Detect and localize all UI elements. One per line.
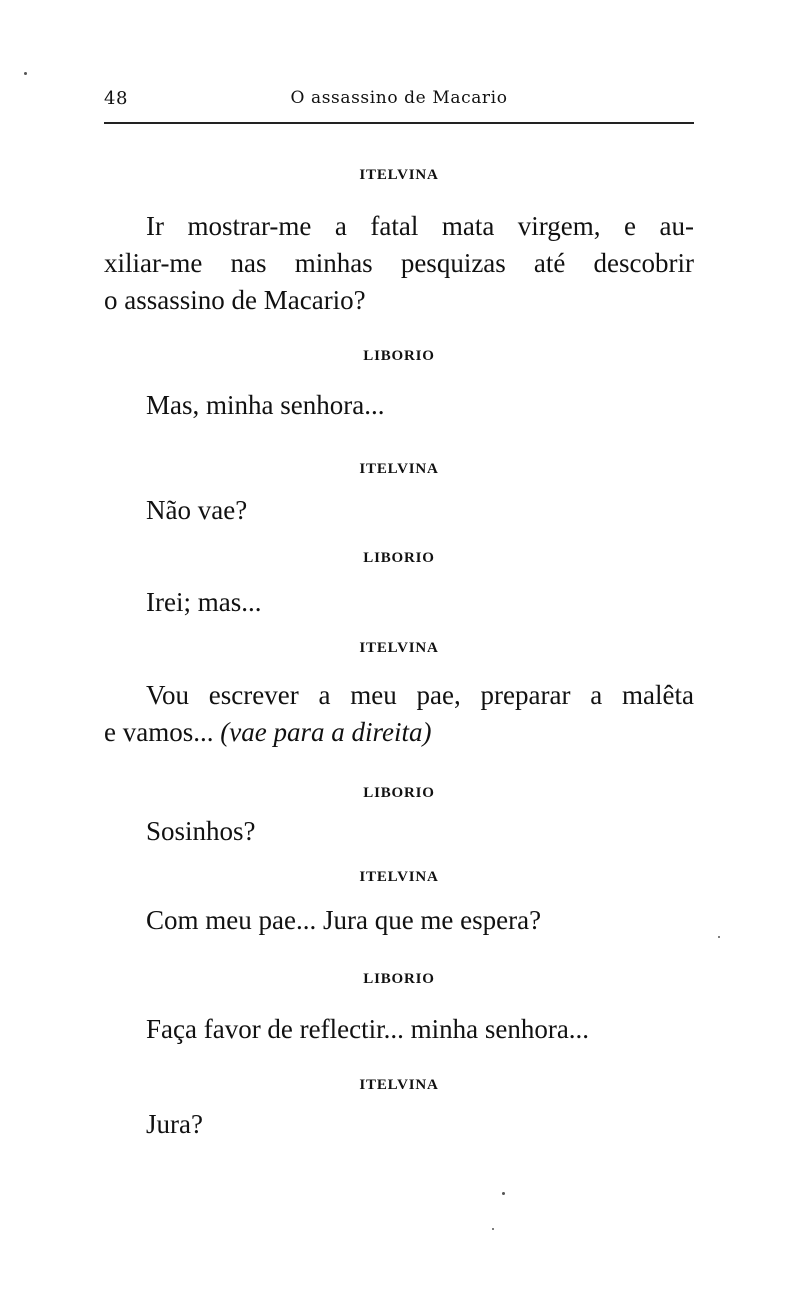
dialogue-line: e vamos... [104, 717, 214, 747]
header-rule [104, 122, 694, 124]
scan-speck [502, 1192, 505, 1195]
dialogue-line: o assassino de Macario? [104, 285, 366, 315]
stage-direction: (vae para a direita) [220, 717, 432, 747]
page-header [104, 88, 694, 118]
dialogue-line-with-direction [104, 714, 694, 751]
speaker-label: ITELVINA [359, 1077, 439, 1093]
scan-speck [718, 936, 720, 938]
dialogue-paragraph [104, 677, 694, 751]
dialogue-line: Faça favor de reflectir... minha senhora... [146, 1014, 590, 1044]
page-number: 48 [104, 88, 128, 109]
dialogue-line: xiliar-me nas minhas pesquizas até descobrir [104, 248, 694, 278]
dialogue-line: Ir mostrar-me a fatal mata virgem, e au- [146, 211, 694, 241]
dialogue-line: Sosinhos? [146, 816, 256, 846]
dialogue-line: Mas, minha senhora... [146, 390, 385, 420]
speaker-label: LIBORIO [363, 785, 435, 801]
dialogue-line: Jura? [146, 1109, 203, 1139]
speaker-label: ITELVINA [359, 640, 439, 656]
running-title: O assassino de Macario [290, 88, 508, 108]
speaker-label: ITELVINA [359, 869, 439, 885]
speaker-label: LIBORIO [363, 550, 435, 566]
dialogue-line: Vou escrever a meu pae, preparar a malêta [146, 680, 694, 710]
speaker-label: LIBORIO [363, 348, 435, 364]
dialogue-paragraph [104, 208, 694, 319]
speaker-label: LIBORIO [363, 971, 435, 987]
dialogue-line: Com meu pae... Jura que me espera? [146, 905, 542, 935]
speaker-label: ITELVINA [359, 461, 439, 477]
speaker-label: ITELVINA [359, 167, 439, 183]
dialogue-line: Irei; mas... [146, 587, 262, 617]
scan-speck [24, 72, 27, 75]
scan-speck [492, 1228, 494, 1230]
dialogue-line: Não vae? [146, 495, 248, 525]
